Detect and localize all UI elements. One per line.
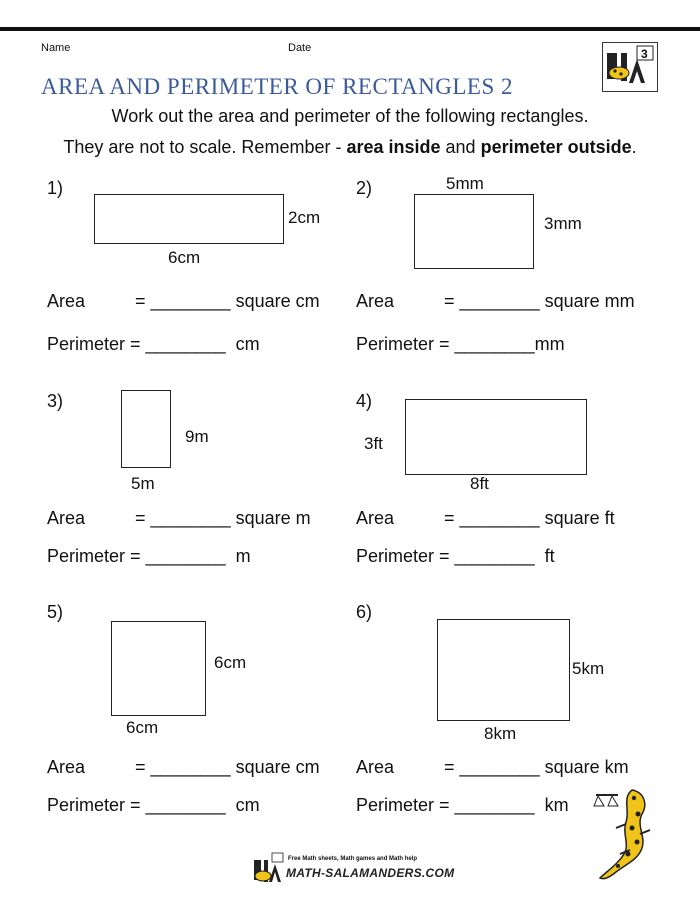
- area-answer-line: Area = ________ square cm: [47, 291, 320, 311]
- side-label: 9m: [185, 427, 209, 446]
- rectangle-3: [121, 390, 171, 468]
- problem-number: 1): [47, 178, 64, 198]
- top-rule: [0, 27, 700, 31]
- side-label: 6cm: [126, 718, 159, 737]
- perimeter-answer-line: Perimeter = ________ m: [47, 546, 251, 566]
- problem-number: 2): [356, 178, 373, 198]
- rectangle-4: [405, 399, 587, 475]
- side-label: 8km: [484, 724, 517, 743]
- footer-site-link[interactable]: MATH-SALAMANDERS.COM: [286, 866, 455, 880]
- instructions-line-1: Work out the area and perimeter of the following rectangles.: [111, 106, 589, 126]
- side-label: 6cm: [214, 653, 247, 672]
- problem-number: 6): [356, 602, 373, 622]
- perimeter-answer-line: Perimeter = ________ cm: [47, 334, 260, 354]
- side-label: 8ft: [470, 474, 489, 493]
- problem-number: 4): [356, 391, 373, 411]
- perimeter-answer-line: Perimeter = ________ ft: [356, 546, 555, 566]
- salamander-logo-icon: [602, 42, 658, 92]
- side-label: 3ft: [364, 434, 383, 453]
- area-answer-line: Area = ________ square ft: [356, 508, 615, 528]
- area-answer-line: Area = ________ square m: [47, 508, 311, 528]
- side-label: 5m: [131, 474, 155, 493]
- instructions-line-2: They are not to scale. Remember - area inside and perimeter outside.: [63, 137, 637, 157]
- area-answer-line: Area = ________ square km: [356, 757, 629, 777]
- side-label: 5mm: [446, 174, 484, 193]
- rectangle-5: [111, 621, 206, 716]
- perimeter-answer-line: Perimeter = ________ km: [356, 795, 569, 815]
- salamander-mascot-icon: [592, 784, 662, 884]
- grade-badge: 3: [641, 47, 648, 61]
- area-answer-line: Area = ________ square cm: [47, 757, 320, 777]
- perimeter-answer-line: Perimeter = ________ cm: [47, 795, 260, 815]
- name-label: Name: [41, 42, 71, 54]
- footer-logo: [252, 852, 455, 886]
- footer-tagline: Free Math sheets, Math games and Math help: [288, 856, 418, 862]
- problem-number: 3): [47, 391, 64, 411]
- side-label: 6cm: [168, 248, 201, 267]
- problem-number: 5): [47, 602, 64, 622]
- salamander-logo-icon: [252, 852, 284, 884]
- date-label: Date: [288, 42, 312, 54]
- side-label: 3mm: [544, 214, 582, 233]
- rectangle-2: [414, 194, 534, 269]
- side-label: 5km: [572, 659, 605, 678]
- page-title: AREA AND PERIMETER OF RECTANGLES 2: [41, 74, 513, 99]
- side-label: 2cm: [288, 208, 321, 227]
- rectangle-6: [437, 619, 570, 721]
- rectangle-1: [94, 194, 284, 244]
- area-answer-line: Area = ________ square mm: [356, 291, 635, 311]
- perimeter-answer-line: Perimeter = ________mm: [356, 334, 565, 354]
